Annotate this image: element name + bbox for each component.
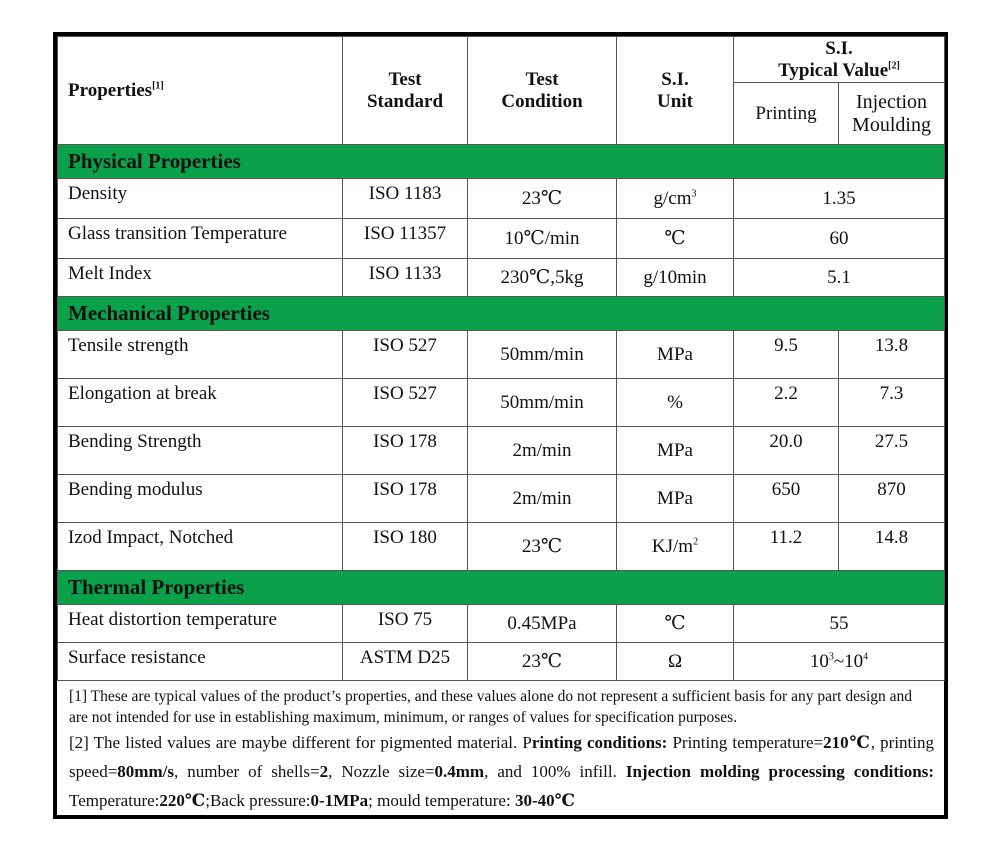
section-physical: Physical Properties <box>58 145 945 179</box>
table-row: Elongation at break ISO 527 50mm/min % 2.2 7.3 <box>58 379 945 427</box>
section-mechanical: Mechanical Properties <box>58 297 945 331</box>
footnote-1: [1] These are typical values of the product’s properties, and these values alone do not represent a sufficient basis for any part design and are not intended for use in establishing maximum, minimum, or ranges of values for specification purposes. <box>69 688 913 726</box>
table-row: Tensile strength ISO 527 50mm/min MPa 9.5 13.8 <box>58 331 945 379</box>
properties-table <box>57 36 945 681</box>
footnote-2: [2] The listed values are maybe different for pigmented material. Printing conditions: Printing temperature=210℃, printing speed=80mm/s, number of shells=2, Nozzle size=0.4mm, and 100% infill. Injection molding processing conditions: Temperature:220℃;Back pressure:0-1MPa; mould temperature: 30-40℃ <box>69 733 934 810</box>
header-injection-moulding: Injection Moulding <box>839 83 945 145</box>
header-row <box>58 37 945 83</box>
table-row: Bending modulus ISO 178 2m/min MPa 650 870 <box>58 475 945 523</box>
header-typical-value: S.I. Typical Value[2] <box>734 37 945 83</box>
table-row: Glass transition Temperature ISO 11357 10℃/min ℃ 60 <box>58 219 945 259</box>
table-row: Melt Index ISO 1133 230℃,5kg g/10min 5.1 <box>58 259 945 297</box>
header-test-condition: Test Condition <box>468 37 617 145</box>
datasheet-table-frame <box>53 32 948 819</box>
section-thermal: Thermal Properties <box>58 571 945 605</box>
header-printing: Printing <box>734 83 839 145</box>
table-row: Surface resistance ASTM D25 23℃ Ω $10^3\sim 10^4$ <box>58 643 945 681</box>
table-row: Density ISO 1183 23℃ $g/cm^3$ 1.35 <box>58 179 945 219</box>
table-row: Heat distortion temperature ISO 75 0.45MPa ℃ 55 <box>58 605 945 643</box>
table-row: Bending Strength ISO 178 2m/min MPa 20.0 27.5 <box>58 427 945 475</box>
header-test-standard: Test Standard <box>343 37 468 145</box>
header-properties: Properties[1] <box>58 37 343 145</box>
table-row: Izod Impact, Notched ISO 180 23℃ $KJ/m^2$ 11.2 14.8 <box>58 523 945 571</box>
header-si-unit: S.I. Unit <box>617 37 734 145</box>
footnotes <box>57 681 944 815</box>
